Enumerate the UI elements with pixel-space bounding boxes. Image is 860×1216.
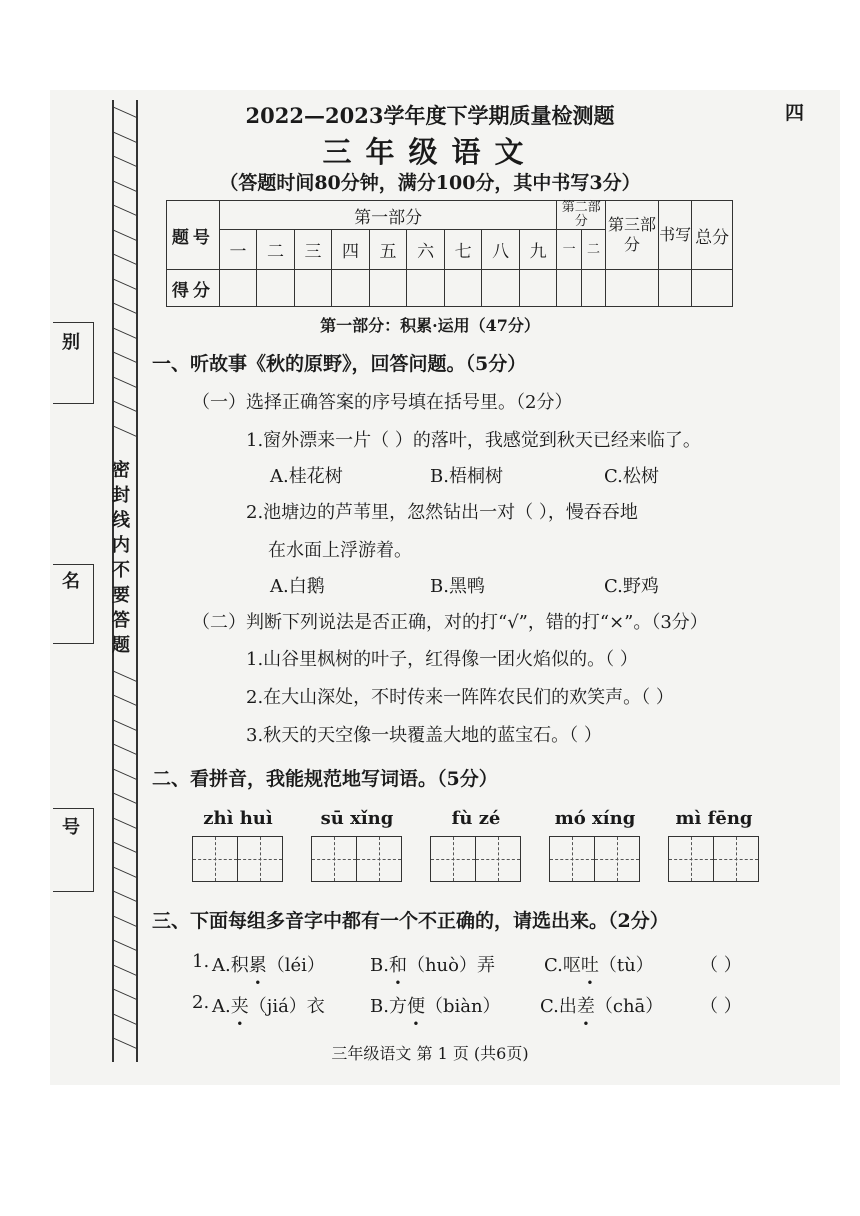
page-corner-mark: 四 xyxy=(785,102,805,124)
score-cell[interactable] xyxy=(219,270,257,307)
pinyin-label: zhì huì xyxy=(203,808,273,829)
score-cell[interactable] xyxy=(444,270,482,307)
s3-row1-answer[interactable]: （ ） xyxy=(700,955,742,976)
row-label-question: 题号 xyxy=(167,201,220,270)
side-label-name: 名 xyxy=(62,571,80,592)
score-cell[interactable] xyxy=(257,270,295,307)
s3-row1-opt-a: A.积累（léi） xyxy=(212,955,325,976)
col-part2-q2: 二 xyxy=(581,230,605,270)
subject-title: 三年级语文 xyxy=(322,135,538,169)
section2-title: 二、看拼音，我能规范地写词语。（5分） xyxy=(152,768,498,790)
tianzi-grid[interactable] xyxy=(311,836,400,882)
score-table xyxy=(166,200,733,307)
col-part1-q8: 八 xyxy=(482,230,520,270)
header-part3: 第三部分 xyxy=(606,201,659,270)
s3-row1-opt-b: B.和（huò）弄 xyxy=(370,955,495,976)
score-cell[interactable] xyxy=(369,270,407,307)
tianzi-grid[interactable] xyxy=(192,836,281,882)
s1-q2-line2: 在水面上浮游着。 xyxy=(268,540,412,561)
seal-text: 密 封 线 内 不 要 答 题 xyxy=(112,460,130,656)
score-cell[interactable] xyxy=(606,270,659,307)
col-part2-q1: 一 xyxy=(557,230,581,270)
s3-row2-opt-c: C.出差（chā） xyxy=(540,996,664,1017)
side-label-number: 号 xyxy=(62,817,80,838)
header-part2: 第二部分 xyxy=(557,201,606,230)
pinyin-label: mó xíng xyxy=(554,808,636,829)
s1-sub1: （一）选择正确答案的序号填在括号里。（2分） xyxy=(192,392,573,413)
score-cell[interactable] xyxy=(519,270,557,307)
score-cell[interactable] xyxy=(407,270,445,307)
exam-note: （答题时间80分钟，满分100分，其中书写3分） xyxy=(219,172,641,194)
header-total: 总分 xyxy=(692,201,733,270)
col-part1-q5: 五 xyxy=(369,230,407,270)
row-label-score: 得分 xyxy=(167,270,220,307)
score-cell[interactable] xyxy=(692,270,733,307)
s3-row1-num: 1. xyxy=(192,951,210,972)
section1-title: 一、听故事《秋的原野》，回答问题。（5分） xyxy=(152,353,527,375)
score-cell[interactable] xyxy=(658,270,691,307)
col-part1-q7: 七 xyxy=(444,230,482,270)
s3-row2-answer[interactable]: （ ） xyxy=(700,996,742,1017)
s1-j3[interactable]: 3.秋天的天空像一块覆盖大地的蓝宝石。（ ） xyxy=(246,725,602,746)
col-part1-q9: 九 xyxy=(519,230,557,270)
score-cell[interactable] xyxy=(294,270,332,307)
section3-title: 三、下面每组多音字中都有一个不正确的，请选出来。（2分） xyxy=(152,910,669,932)
s3-row2-opt-b: B.方便（biàn） xyxy=(370,996,501,1017)
s1-q2-opt-a: A.白鹅 xyxy=(270,576,325,597)
s1-sub2: （二）判断下列说法是否正确，对的打“√”，错的打“×”。（3分） xyxy=(192,612,708,633)
score-cell[interactable] xyxy=(332,270,370,307)
col-part1-q1: 一 xyxy=(219,230,257,270)
s1-q2-opt-c: C.野鸡 xyxy=(604,576,659,597)
tianzi-grid[interactable] xyxy=(668,836,757,882)
score-cell[interactable] xyxy=(581,270,605,307)
part1-heading: 第一部分：积累·运用（47分） xyxy=(320,316,540,335)
s3-row2-num: 2. xyxy=(192,992,210,1013)
col-part1-q2: 二 xyxy=(257,230,295,270)
s1-q1[interactable]: 1.窗外漂来一片（ ）的落叶，我感觉到秋天已经来临了。 xyxy=(246,430,701,451)
col-part1-q4: 四 xyxy=(332,230,370,270)
score-cell[interactable] xyxy=(482,270,520,307)
s1-q1-opt-c: C.松树 xyxy=(604,466,659,487)
s3-row1-opt-c: C.呕吐（tù） xyxy=(544,955,654,976)
s1-q1-opt-a: A.桂花树 xyxy=(270,466,343,487)
col-part1-q6: 六 xyxy=(407,230,445,270)
s1-q1-opt-b: B.梧桐树 xyxy=(430,466,503,487)
s1-q2-line1[interactable]: 2.池塘边的芦苇里，忽然钻出一对（ ），慢吞吞地 xyxy=(246,502,638,523)
side-label-class: 别 xyxy=(62,332,80,353)
header-writing: 书写 xyxy=(658,201,691,270)
score-cell[interactable] xyxy=(557,270,581,307)
tianzi-grid[interactable] xyxy=(549,836,638,882)
col-part1-q3: 三 xyxy=(294,230,332,270)
page-footer: 三年级语文 第 1 页 (共6页) xyxy=(331,1044,529,1063)
s1-j1[interactable]: 1.山谷里枫树的叶子，红得像一团火焰似的。（ ） xyxy=(246,649,638,670)
pinyin-label: sū xǐng xyxy=(320,808,394,829)
pinyin-label: mì fēng xyxy=(675,808,753,829)
pinyin-label: fù zé xyxy=(451,808,501,829)
s3-row2-opt-a: A.夹（jiá）衣 xyxy=(212,996,325,1017)
s1-j2[interactable]: 2.在大山深处，不时传来一阵阵农民们的欢笑声。（ ） xyxy=(246,687,674,708)
header-part1: 第一部分 xyxy=(219,201,557,230)
exam-title: 2022—2023学年度下学期质量检测题 xyxy=(245,103,615,128)
s1-q2-opt-b: B.黑鸭 xyxy=(430,576,485,597)
tianzi-grid[interactable] xyxy=(430,836,519,882)
